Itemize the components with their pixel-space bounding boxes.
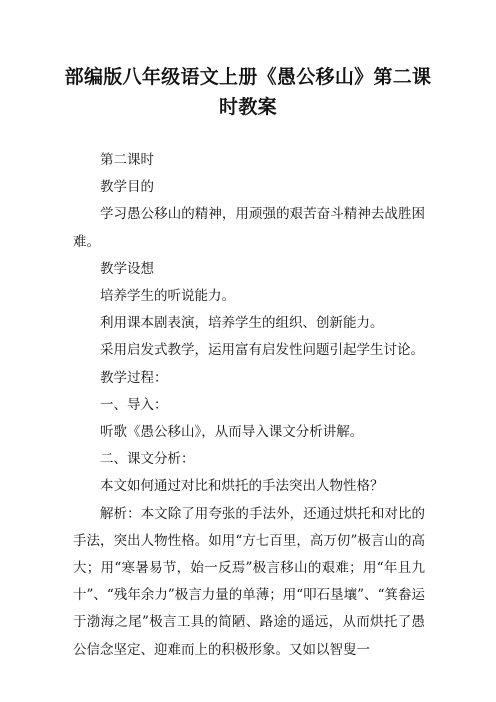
paragraph-objective-heading: 教学目的 — [100, 179, 154, 196]
paragraph-objective: 学习愚公移山的精神，用顽强的艰苦奋斗精神去战胜困难。 — [73, 206, 425, 250]
paragraph-lesson-label: 第二课时 — [100, 152, 154, 168]
paragraph-process-heading: 教学过程： — [100, 369, 168, 386]
paragraph-intro: 听歌《愚公移山》，从而导入课文分析讲解。 — [100, 424, 364, 441]
document-body — [73, 147, 425, 664]
paragraph-analysis-heading: 二、课文分析： — [100, 451, 195, 468]
paragraph-design-heading: 教学设想 — [100, 260, 154, 277]
paragraph-answer: 解析：本文除了用夸张的手法外，还通过烘托和对比的手法，突出人物性格。如用“方七百里，高万仞”极言山的高大；用“寒暑易节，始一反焉”极言移山的艰难；用“年且九十”、“残年余力”极言力量的单薄；用“叩石垦壤”、“箕畚运于渤海之尾”极言工具的简陋、路途的遥远，从而烘托了愚公信念坚定、迎难而上的积极形象。又如以智叟一 — [73, 505, 425, 658]
paragraph-design-2: 利用课本剧表演，培养学生的组织、创新能力。 — [100, 315, 384, 332]
paragraph-question: 本文如何通过对比和烘托的手法突出人物性格？ — [100, 478, 384, 495]
paragraph-intro-heading: 一、导入： — [100, 396, 168, 413]
document-title — [60, 62, 436, 122]
paragraph-design-3: 采用启发式教学，运用富有启发性问题引起学生讨论。 — [100, 342, 424, 359]
title-line-2: 时教案 — [219, 96, 277, 118]
paragraph-design-1: 培养学生的听说能力。 — [100, 288, 235, 305]
title-line-1: 部编版八年级语文上册《愚公移山》第二课 — [64, 66, 432, 88]
